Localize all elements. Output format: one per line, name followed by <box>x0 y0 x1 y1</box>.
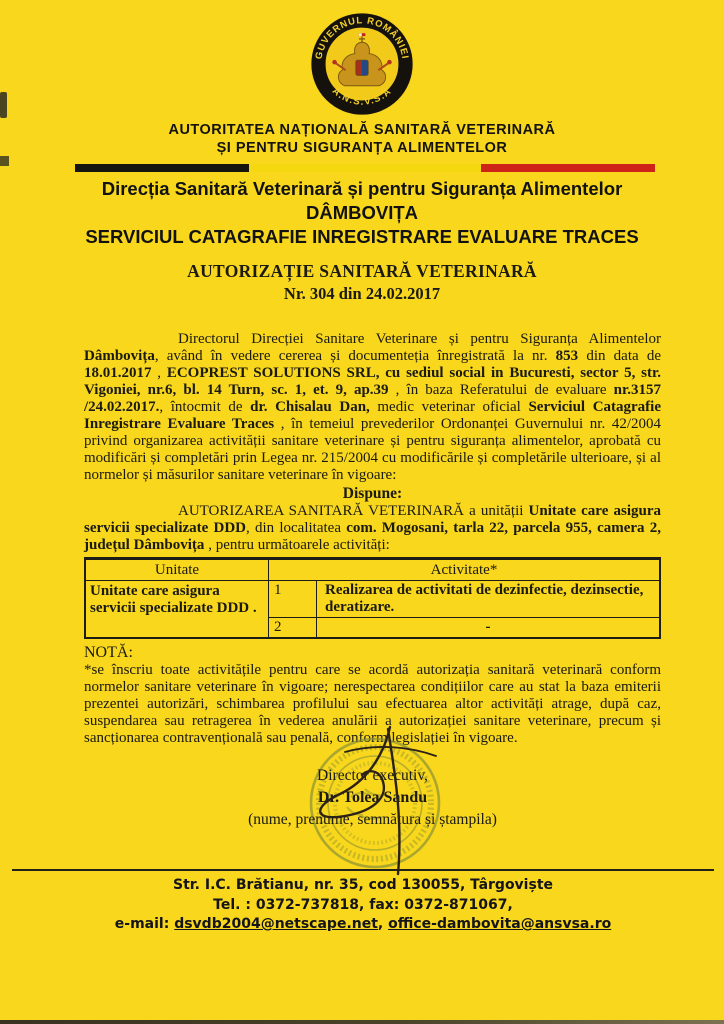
flag-segment-dark <box>75 164 249 172</box>
activity-cell: Realizarea de activitati de dezinfectie, dezinsectie, deratizare. <box>317 581 661 618</box>
scan-artifact <box>0 156 9 166</box>
authority-heading <box>0 121 724 157</box>
signer-role: Director executiv, <box>317 767 428 784</box>
note-text: *se înscriu toate activitățile pentru care se acordă autorizația sanitară veterinară conform normelor sanitare veterinare în vigoare; nerespectarea condițiilor care au stat la baza emiterii prezentei autorizări, schimbarea profilului sau efectuarea altor activități atrage, după caz, suspendarea sau retragerea în vederea anulării a autorizațiеi sanitare veterinare, precum și sancționarea contravențională sau penală, conform legislației în vigoare. <box>84 662 661 746</box>
footer-phone: Tel. : 0372-737818, fax: 0372-871067, <box>213 896 513 913</box>
scan-bottom-edge <box>0 1020 724 1024</box>
footer-contact <box>12 869 714 935</box>
department-line3: SERVICIUL CATAGRAFIE INREGISTRARE EVALUARE TRACES <box>85 226 639 247</box>
document-title: AUTORIZAȚIE SANITARĂ VETERINARĂ <box>187 261 537 281</box>
department-line2: DÂMBOVIȚA <box>305 202 419 223</box>
email-separator: , <box>377 916 389 932</box>
table-row <box>85 581 660 618</box>
authority-line2: ȘI PENTRU SIGURANȚA ALIMENTELOR <box>216 140 508 156</box>
activities-table <box>84 557 661 639</box>
activity-number-cell: 1 <box>269 581 317 618</box>
email-label: e-mail: <box>114 916 175 932</box>
footer-address: Str. I.C. Brătianu, nr. 35, cod 130055, Târgoviște <box>172 877 554 893</box>
ansvsa-government-seal-icon <box>309 11 415 117</box>
department-line1: Direcția Sanitară Veterinară și pentru Siguranța Alimentelor <box>101 178 623 199</box>
note-heading: NOTĂ: <box>84 644 133 661</box>
department-heading <box>0 177 724 249</box>
seal-bottom-text: A.N.S.V.S.A <box>329 85 395 108</box>
seal-top-text: GUVERNUL ROMÂNIEI <box>313 15 411 61</box>
signature-hint: (nume, prenume, semnătura și ștampila) <box>248 811 497 828</box>
activity-cell: - <box>317 618 661 639</box>
document-number: Nr. 304 din 24.02.2017 <box>283 284 441 303</box>
email-address-1: dsvdb2004@netscape.net <box>174 916 378 932</box>
flag-segment-yellow <box>249 164 481 172</box>
header-cell-activitate: Activitate* <box>269 559 661 581</box>
seal-row <box>0 0 724 119</box>
dispune-heading: Dispune: <box>342 485 403 502</box>
document-body <box>84 331 661 831</box>
signature-block <box>84 765 661 831</box>
email-address-2: office-dambovita@ansvsa.ro <box>388 916 612 932</box>
header-cell-unitate: Unitate <box>85 559 269 581</box>
unit-cell: Unitate care asigura servicii specializate DDD . <box>85 581 269 639</box>
footer-email-line <box>12 915 714 935</box>
authorization-paragraph: AUTORIZAREA SANITARĂ VETERINARĂ a unității Unitate care asigura servicii specializate DDD, din localitatea com. Mogosani, tarla 22, parcela 955, camera 2, județul Dâmbovița , pentru următoarele activități: <box>84 503 661 553</box>
activity-number-cell: 2 <box>269 618 317 639</box>
tricolor-divider-bar <box>75 164 655 172</box>
signer-name: Dr. Tolea Sandu <box>317 789 428 806</box>
intro-paragraph: Directorul Direcției Sanitare Veterinare și pentru Siguranța Alimentelor Dâmbovița, având în vedere cererea și documenteția înregistrată la nr. 853 din data de 18.01.2017 , ECOPREST SOLUTIONS SRL, cu sediul social in Bucuresti, sector 5, str. Vigoniei, nr.6, bl. 14 Turn, sc. 1, et. 9, ap.39 , în baza Referatului de evaluare nr.3157 /24.02.2017., întocmit de dr. Chisalau Dan, medic veterinar oficial Serviciul Catagrafie Inregistrare Evaluare Traces , în temeiul prevederilor Ordonanței Guvernului nr. 42/2004 privind organizarea activității sanitare veterinare și pentru siguranța alimentelor, aprobată cu modificări și completări prin Legea nr. 215/2004 cu modificările și completările ulterioare, și al normelor și măsurilor sanitare veterinare în vigoare: <box>84 331 662 483</box>
authority-line1: AUTORITATEA NAȚIONALĂ SANITARĂ VETERINARĂ <box>168 122 556 138</box>
flag-segment-red <box>481 164 655 172</box>
table-header-row <box>85 559 660 581</box>
scan-artifact <box>0 92 7 118</box>
